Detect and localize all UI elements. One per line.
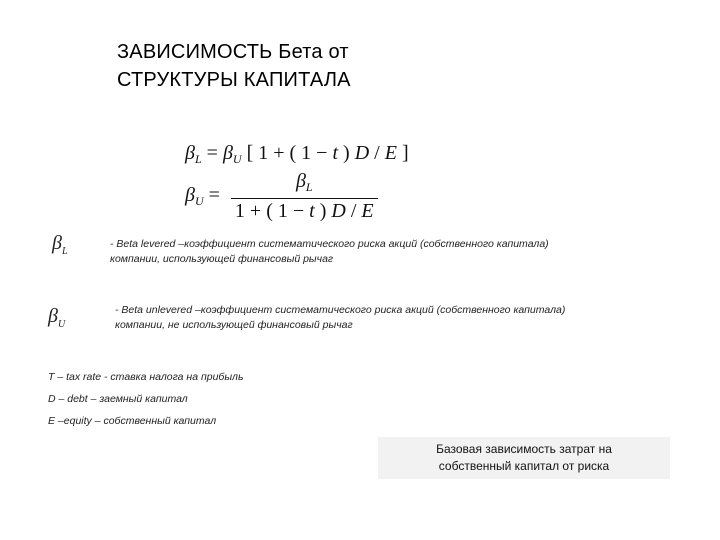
beta-l-description-line-2: компании, использующей финансовый рычаг [110,253,334,265]
beta-u-symbol: $\beta_U$ [48,305,66,330]
title-line-2: СТРУКТУРЫ КАПИТАЛА [117,69,351,91]
title-line-1: ЗАВИСИМОСТЬ Бета от [117,41,349,63]
beta-u-description [115,303,565,333]
formula-levered-beta: $\beta_L = \beta_U$ [ 1 + ( 1 − t ) D / E ] [185,142,409,166]
note-line-1: Базовая зависимость затрат на [436,442,612,456]
beta-l-description [110,237,549,267]
slide-title [117,38,351,94]
variable-debt: D – debt – заемный капитал [48,393,188,405]
beta-l-description-line-1: - Beta levered –коэффициент систематического риска акций (собственного капитала) [110,238,549,250]
formula-fraction: $\frac{\beta_L}{1 + ( 1 - t ) D / E}$ [231,170,378,223]
note-line-2: собственный капитал от риска [438,459,610,473]
formula-unlevered-beta: $\beta_U$ = $\frac{\beta_L}{1 + ( 1 - t ) D / E}$ [185,170,378,223]
beta-u-description-line-1: - Beta unlevered –коэффициент систематического риска акций (собственного капитала) [115,304,566,316]
beta-l-symbol: $\beta_L$ [52,232,68,257]
note-box [378,437,670,479]
beta-u-description-line-2: компании, не использующей финансовый рычаг [115,319,353,331]
variable-equity: E –equity – собственный капитал [48,415,217,427]
variable-tax-rate: T – tax rate - ставка налога на прибыль [48,371,244,383]
